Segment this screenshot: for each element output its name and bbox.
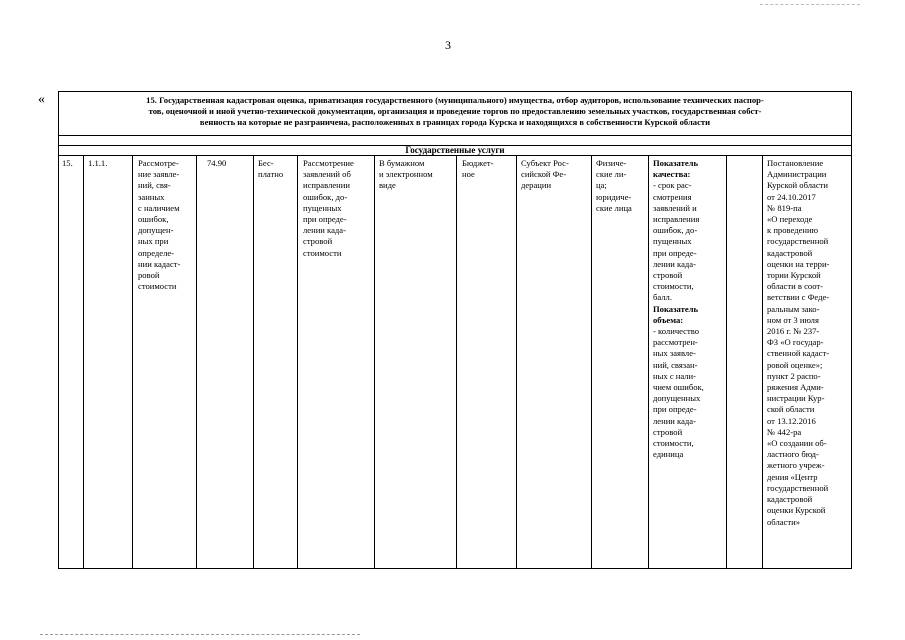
column-divider [253,156,254,568]
cell-text-line: «О создании об- [767,438,827,449]
cell-text-line: № 442-ра [767,426,802,437]
cell-text-line: Рассмотрение [303,158,354,168]
indicator-line: рассмотрен- [653,337,698,348]
cell-text-line: лении када- [303,225,346,236]
indicator-line: допущенных [653,393,701,404]
edge-scan-dots [40,634,360,635]
cell-text-line: платно [258,169,284,180]
cell-text-line: ние заявле- [138,169,180,180]
column-divider [591,156,592,568]
cell-indicators [651,158,726,460]
edge-scan-dots-top [760,4,860,5]
cell-text-line: с наличием [138,202,180,213]
indicator-line: стровой [653,270,683,281]
column-divider [456,156,457,568]
cell-text-line: кадастровой [767,494,813,505]
cell-form [377,158,456,192]
cell-text-line: заявлений об [303,169,351,180]
indicator-line: лении када- [653,258,696,269]
cell-text-line: области» [767,516,801,527]
column-divider [726,156,727,568]
cell-text-line: ровой оценке»; [767,359,823,370]
cell-text-line: дения «Центр [767,471,818,482]
indicator-line: стоимости, [653,438,694,449]
cell-text-line: ской области [767,404,815,415]
indicator-line: при опреде- [653,404,697,415]
cell-section-number: 15. [62,158,73,168]
cell-funding [460,158,516,180]
indicator-heading: объема: [653,314,684,325]
column-divider [196,156,197,568]
cell-code: 74.90 [207,158,227,168]
indicator-line: ний, связан- [653,359,698,370]
indicator-line: ных с нали- [653,370,697,381]
cell-text-line: занных [138,191,165,202]
cell-text-line: исправлении [303,180,350,191]
cell-text-line: нии кадаст- [138,258,181,269]
cell-text-line: ФЗ «О государ- [767,337,824,348]
indicator-line: при опреде- [653,247,697,258]
column-divider [83,156,84,568]
cell-text-line: ошибок, до- [303,191,348,202]
cell-text-line: ное [462,169,475,180]
indicator-line: балл. [653,292,672,303]
column-divider [132,156,133,568]
indicator-line: - срок рас- [653,180,692,191]
indicator-heading: Показатель [653,158,699,168]
cell-text-line: области в соот- [767,281,823,292]
cell-item-number: 1.1.1. [88,158,108,168]
cell-text-line: тории Курской [767,270,821,281]
indicator-heading: Показатель [653,303,699,314]
indicator-line: ошибок, до- [653,225,698,236]
cell-text-line: Субъект Рос- [521,158,569,168]
cell-text-line: оценки на терри- [767,258,830,269]
cell-text-line: № 819-па [767,202,802,213]
cell-text-line: Рассмотре- [138,158,179,168]
cell-text-line: виде [379,180,396,191]
open-quote-mark: « [38,92,45,107]
indicator-line: стровой [653,426,683,437]
indicator-line: пущенных [653,236,692,247]
indicator-line: лении када- [653,415,696,426]
column-divider [762,156,763,568]
cell-content [301,158,374,259]
cell-legal-basis [765,158,851,528]
cell-text-line: ластного бюд- [767,449,819,460]
cell-text-line: кадастровой [767,247,813,258]
cell-text-line: стровой [303,236,333,247]
indicator-line: стоимости, [653,281,694,292]
cell-text-line: от 24.10.2017 [767,191,816,202]
cell-text-line: ных при [138,236,169,247]
cell-text-line: 2016 г. № 237- [767,326,820,337]
cell-text-line: юридиче- [596,191,632,202]
cell-text-line: Бюджет- [462,158,494,168]
cell-text-line: ошибок, [138,214,169,225]
column-divider [297,156,298,568]
section-title-line: 15. Государственная кадастровая оценка, приватизация государственного (муниципального) имущества, отбор аудиторов, использование технических паспор- [146,95,764,105]
cell-text-line: Бес- [258,158,274,168]
cell-text-line: сийской Фе- [521,169,567,180]
section-title-line: тов, оценочной и иной учетно-технической документации, организация и проведение торгов по предоставлению земельных участков, государственная собст- [148,106,762,116]
cell-text-line: ские ли- [596,169,627,180]
indicator-line: чием ошибок, [653,382,704,393]
indicator-line: - количество [653,326,700,337]
cell-text-line: ские лица [596,202,632,213]
cell-text-line: к проведению [767,225,819,236]
cell-consumers [594,158,648,214]
cell-text-line: ветствии с Феде- [767,292,830,303]
cell-text-line: ний, свя- [138,180,171,191]
cell-text-line: стоимости [303,247,342,258]
cell-text-line: Постановление [767,158,824,168]
cell-service-name [136,158,196,292]
indicator-heading: качества: [653,169,691,180]
cell-fee [256,158,297,180]
service-table [58,91,852,569]
cell-text-line: стоимости [138,281,177,292]
cell-text-line: ральным зако- [767,303,820,314]
cell-text-line: Администрации [767,169,827,180]
cell-text-line: ряжения Адми- [767,382,824,393]
cell-text-line: от 13.12.2016 [767,415,816,426]
section-title-line: венность на которые не разграничена, расположенных в границах города Курска и находящихся в собственности Курской области [199,117,711,127]
indicator-line: смотрения [653,191,692,202]
cell-text-line: государственной [767,236,829,247]
column-divider [648,156,649,568]
cell-text-line: пущенных [303,202,342,213]
cell-text-line: допущен- [138,225,174,236]
cell-text-line: ровой [138,270,160,281]
page-number: 3 [445,38,451,52]
cell-text-line: ном от 3 июля [767,314,819,325]
cell-text-line: дерации [521,180,552,191]
cell-text-line: Курской области [767,180,829,191]
indicator-line: заявлений и [653,202,697,213]
indicator-line: единица [653,449,684,460]
cell-text-line: жетного учреж- [767,460,825,471]
cell-text-line: пункт 2 распо- [767,370,821,381]
cell-text-line: нистрации Кур- [767,393,825,404]
column-divider [374,156,375,568]
cell-text-line: Физиче- [596,158,627,168]
cell-text-line: ца; [596,180,607,191]
indicator-line: ных заявле- [653,348,696,359]
cell-text-line: В бумажном [379,158,425,168]
cell-text-line: государственной [767,482,829,493]
column-divider [516,156,517,568]
cell-text-line: и электронном [379,169,433,180]
cell-text-line: ственной кадаст- [767,348,830,359]
section-title [59,92,851,136]
indicator-line: исправления [653,214,700,225]
cell-text-line: при опреде- [303,214,347,225]
cell-authority [519,158,591,192]
cell-text-line: «О переходе [767,214,813,225]
cell-text-line: определе- [138,247,175,258]
cell-text-line: оценки Курской [767,505,826,516]
subheader-state-services: Государственные услуги [59,145,851,156]
